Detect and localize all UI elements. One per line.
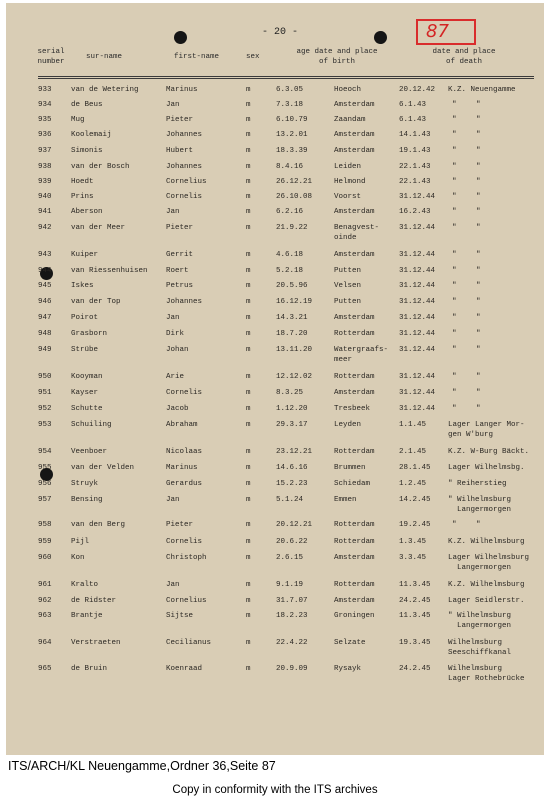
first-name-cell: Johannes xyxy=(166,131,203,139)
birth-date-cell: 20.12.21 xyxy=(276,521,313,529)
sex-cell: m xyxy=(246,330,251,338)
first-name-cell: Pieter xyxy=(166,116,194,124)
serial-cell: 937 xyxy=(38,147,52,155)
death-date-cell: 11.3.45 xyxy=(399,612,431,620)
death-date-cell: 19.3.45 xyxy=(399,639,431,647)
death-place-ditto-cell: " xyxy=(476,147,481,155)
birth-date-cell: 18.7.20 xyxy=(276,330,308,338)
serial-cell: 949 xyxy=(38,346,52,354)
birth-date-cell: 20.5.96 xyxy=(276,282,308,290)
page-number: - 20 - xyxy=(262,27,299,38)
serial-cell: 961 xyxy=(38,581,52,589)
sex-cell: m xyxy=(246,282,251,290)
birth-date-cell: 4.6.18 xyxy=(276,251,304,259)
header-rule xyxy=(38,78,534,79)
death-place-cell: " Wilhelmsburg Langermorgen xyxy=(448,496,512,514)
death-place-ditto-cell: " xyxy=(476,521,481,529)
surname-cell: van der Bosch xyxy=(71,163,130,171)
sex-cell: m xyxy=(246,178,251,186)
serial-cell: 957 xyxy=(38,496,52,504)
birth-place-cell: Leiden xyxy=(334,163,362,171)
serial-cell: 960 xyxy=(38,554,52,562)
sex-cell: m xyxy=(246,116,251,124)
header-first-name: first-name xyxy=(174,53,220,61)
birth-date-cell: 18.3.39 xyxy=(276,147,308,155)
death-date-cell: 24.2.45 xyxy=(399,597,431,605)
first-name-cell: Johan xyxy=(166,346,189,354)
birth-place-cell: Schiedam xyxy=(334,480,371,488)
sex-cell: m xyxy=(246,554,251,562)
header-sex: sex xyxy=(246,53,260,61)
sex-cell: m xyxy=(246,521,251,529)
death-place-ditto-cell: " xyxy=(476,131,481,139)
death-place-cell: Lager Wilhelmsburg Langermorgen xyxy=(448,554,530,572)
sex-cell: m xyxy=(246,131,251,139)
birth-date-cell: 5.1.24 xyxy=(276,496,304,504)
sex-cell: m xyxy=(246,496,251,504)
serial-cell: 952 xyxy=(38,405,52,413)
sex-cell: m xyxy=(246,101,251,109)
death-place-cell: Lager Seidlerstr. xyxy=(448,597,525,605)
death-place-cell: " xyxy=(452,116,457,124)
death-date-cell: 31.12.44 xyxy=(399,389,436,397)
sex-cell: m xyxy=(246,612,251,620)
first-name-cell: Pieter xyxy=(166,224,194,232)
serial-cell: 941 xyxy=(38,208,52,216)
surname-cell: van der Velden xyxy=(71,464,135,472)
death-place-cell: " xyxy=(452,147,457,155)
surname-cell: Bensing xyxy=(71,496,103,504)
death-place-cell: " xyxy=(452,208,457,216)
death-place-cell: " xyxy=(452,282,457,290)
death-date-cell: 14.1.43 xyxy=(399,131,431,139)
serial-cell: 947 xyxy=(38,314,52,322)
birth-date-cell: 1.12.20 xyxy=(276,405,308,413)
archive-stamp-number: 87 xyxy=(416,19,476,45)
first-name-cell: Nicolaas xyxy=(166,448,203,456)
death-place-ditto-cell: " xyxy=(476,116,481,124)
surname-cell: Pijl xyxy=(71,538,90,546)
birth-place-cell: Hoeoch xyxy=(334,86,362,94)
first-name-cell: Koenraad xyxy=(166,665,203,673)
death-date-cell: 19.1.43 xyxy=(399,147,431,155)
serial-cell: 951 xyxy=(38,389,52,397)
sex-cell: m xyxy=(246,346,251,354)
serial-cell: 945 xyxy=(38,282,52,290)
sex-cell: m xyxy=(246,405,251,413)
serial-cell: 958 xyxy=(38,521,52,529)
birth-place-cell: Brummen xyxy=(334,464,366,472)
birth-date-cell: 2.6.15 xyxy=(276,554,304,562)
first-name-cell: Marinus xyxy=(166,464,198,472)
birth-date-cell: 13.11.20 xyxy=(276,346,313,354)
first-name-cell: Cornelis xyxy=(166,389,203,397)
death-date-cell: 20.12.42 xyxy=(399,86,436,94)
birth-place-cell: Amsterdam xyxy=(334,554,375,562)
birth-date-cell: 26.10.08 xyxy=(276,193,313,201)
death-place-ditto-cell: " xyxy=(476,224,481,232)
sex-cell: m xyxy=(246,665,251,673)
sex-cell: m xyxy=(246,224,251,232)
death-place-ditto-cell: " xyxy=(476,178,481,186)
birth-place-cell: Rotterdam xyxy=(334,538,375,546)
serial-cell: 936 xyxy=(38,131,52,139)
header-serial: serial number xyxy=(37,48,65,66)
birth-place-cell: Rotterdam xyxy=(334,581,375,589)
death-place-cell: K.Z. Wilhelmsburg xyxy=(448,581,525,589)
death-place-cell: " xyxy=(452,330,457,338)
surname-cell: van den Berg xyxy=(71,521,126,529)
birth-place-cell: Velsen xyxy=(334,282,362,290)
first-name-cell: Johannes xyxy=(166,298,203,306)
surname-cell: Veenboer xyxy=(71,448,108,456)
death-date-cell: 19.2.45 xyxy=(399,521,431,529)
first-name-cell: Abraham xyxy=(166,421,198,429)
death-date-cell: 22.1.43 xyxy=(399,163,431,171)
serial-cell: 950 xyxy=(38,373,52,381)
archive-reference: ITS/ARCH/KL Neuengamme,Ordner 36,Seite 87 xyxy=(8,759,276,773)
first-name-cell: Jan xyxy=(166,101,180,109)
first-name-cell: Cornelis xyxy=(166,193,203,201)
death-date-cell: 31.12.44 xyxy=(399,282,436,290)
first-name-cell: Pieter xyxy=(166,521,194,529)
death-date-cell: 3.3.45 xyxy=(399,554,427,562)
death-place-cell: " xyxy=(452,298,457,306)
death-date-cell: 14.2.45 xyxy=(399,496,431,504)
birth-date-cell: 21.9.22 xyxy=(276,224,308,232)
sex-cell: m xyxy=(246,163,251,171)
birth-place-cell: Rotterdam xyxy=(334,521,375,529)
death-place-ditto-cell: " xyxy=(476,251,481,259)
surname-cell: Schuiling xyxy=(71,421,112,429)
surname-cell: van de Wetering xyxy=(71,86,139,94)
serial-cell: 959 xyxy=(38,538,52,546)
death-date-cell: 16.2.43 xyxy=(399,208,431,216)
death-place-cell: Lager Wilhelmsbg. xyxy=(448,464,525,472)
death-date-cell: 2.1.45 xyxy=(399,448,427,456)
surname-cell: Aberson xyxy=(71,208,103,216)
surname-cell: Struyk xyxy=(71,480,99,488)
surname-cell: Mug xyxy=(71,116,85,124)
sex-cell: m xyxy=(246,208,251,216)
birth-place-cell: Amsterdam xyxy=(334,208,375,216)
birth-date-cell: 9.1.19 xyxy=(276,581,304,589)
birth-date-cell: 7.3.18 xyxy=(276,101,304,109)
birth-place-cell: Tresbeek xyxy=(334,405,371,413)
death-place-ditto-cell: " xyxy=(476,330,481,338)
surname-cell: Kuiper xyxy=(71,251,99,259)
header-death: date and place of death xyxy=(432,48,496,66)
birth-place-cell: Groningen xyxy=(334,612,375,620)
birth-place-cell: Amsterdam xyxy=(334,101,375,109)
death-date-cell: 24.2.45 xyxy=(399,665,431,673)
sex-cell: m xyxy=(246,421,251,429)
birth-place-cell: Amsterdam xyxy=(334,389,375,397)
death-date-cell: 31.12.44 xyxy=(399,224,436,232)
document-page xyxy=(6,3,544,755)
birth-date-cell: 14.3.21 xyxy=(276,314,308,322)
first-name-cell: Jan xyxy=(166,581,180,589)
sex-cell: m xyxy=(246,448,251,456)
death-place-cell: K.Z. Wilhelmsburg xyxy=(448,538,525,546)
birth-place-cell: Amsterdam xyxy=(334,314,375,322)
surname-cell: Kralto xyxy=(71,581,99,589)
punch-hole xyxy=(374,31,387,44)
conformity-note: Copy in conformity with the ITS archives xyxy=(172,784,378,796)
death-date-cell: 31.12.44 xyxy=(399,330,436,338)
sex-cell: m xyxy=(246,298,251,306)
serial-cell: 962 xyxy=(38,597,52,605)
birth-place-cell: Amsterdam xyxy=(334,251,375,259)
surname-cell: van Riessenhuisen xyxy=(71,267,148,275)
birth-place-cell: Rysayk xyxy=(334,665,362,673)
serial-cell: 953 xyxy=(38,421,52,429)
death-place-cell: " xyxy=(452,346,457,354)
serial-cell: 954 xyxy=(38,448,52,456)
header-birth: age date and place of birth xyxy=(296,48,378,66)
death-date-cell: 6.1.43 xyxy=(399,116,427,124)
death-place-ditto-cell: " xyxy=(476,163,481,171)
death-place-cell: " xyxy=(452,224,457,232)
birth-place-cell: Watergraafs- meer xyxy=(334,346,389,364)
death-place-cell: K.Z. Neuengamme xyxy=(448,86,516,94)
death-place-cell: " xyxy=(452,101,457,109)
death-place-cell: " xyxy=(452,267,457,275)
surname-cell: Grasborn xyxy=(71,330,108,338)
header-surname: sur-name xyxy=(86,53,123,61)
birth-date-cell: 13.2.01 xyxy=(276,131,308,139)
death-place-cell: " xyxy=(452,193,457,201)
death-date-cell: 6.1.43 xyxy=(399,101,427,109)
death-place-cell: " Wilhelmsburg Langermorgen xyxy=(448,612,512,630)
birth-place-cell: Rotterdam xyxy=(334,373,375,381)
death-place-cell: " Reiherstieg xyxy=(448,480,507,488)
surname-cell: Kon xyxy=(71,554,85,562)
surname-cell: Hoedt xyxy=(71,178,94,186)
death-place-cell: " xyxy=(452,178,457,186)
first-name-cell: Petrus xyxy=(166,282,194,290)
birth-place-cell: Amsterdam xyxy=(334,147,375,155)
surname-cell: de Ridster xyxy=(71,597,117,605)
first-name-cell: Christoph xyxy=(166,554,207,562)
first-name-cell: Johannes xyxy=(166,163,203,171)
birth-place-cell: Emmen xyxy=(334,496,357,504)
first-name-cell: Sijtse xyxy=(166,612,194,620)
birth-date-cell: 20.9.09 xyxy=(276,665,308,673)
death-date-cell: 31.12.44 xyxy=(399,193,436,201)
serial-cell: 935 xyxy=(38,116,52,124)
death-date-cell: 28.1.45 xyxy=(399,464,431,472)
punch-hole xyxy=(174,31,187,44)
birth-date-cell: 8.3.25 xyxy=(276,389,304,397)
death-date-cell: 22.1.43 xyxy=(399,178,431,186)
surname-cell: Verstraeten xyxy=(71,639,121,647)
surname-cell: Strübe xyxy=(71,346,99,354)
sex-cell: m xyxy=(246,597,251,605)
sex-cell: m xyxy=(246,538,251,546)
sex-cell: m xyxy=(246,193,251,201)
death-date-cell: 31.12.44 xyxy=(399,346,436,354)
sex-cell: m xyxy=(246,267,251,275)
birth-place-cell: Rotterdam xyxy=(334,330,375,338)
first-name-cell: Roert xyxy=(166,267,189,275)
death-place-cell: " xyxy=(452,251,457,259)
death-place-cell: Wilhelmsburg Lager Rothebrücke xyxy=(448,665,525,683)
serial-cell: 938 xyxy=(38,163,52,171)
birth-date-cell: 22.4.22 xyxy=(276,639,308,647)
death-date-cell: 31.12.44 xyxy=(399,373,436,381)
serial-cell: 933 xyxy=(38,86,52,94)
surname-cell: van der Top xyxy=(71,298,121,306)
serial-cell: 965 xyxy=(38,665,52,673)
death-place-cell: " xyxy=(452,314,457,322)
birth-date-cell: 12.12.02 xyxy=(276,373,313,381)
birth-date-cell: 18.2.23 xyxy=(276,612,308,620)
serial-cell: 939 xyxy=(38,178,52,186)
surname-cell: van der Meer xyxy=(71,224,126,232)
surname-cell: de Beus xyxy=(71,101,103,109)
death-place-ditto-cell: " xyxy=(476,405,481,413)
sex-cell: m xyxy=(246,464,251,472)
surname-cell: de Bruin xyxy=(71,665,108,673)
serial-cell: 946 xyxy=(38,298,52,306)
first-name-cell: Jacob xyxy=(166,405,189,413)
death-place-cell: " xyxy=(452,131,457,139)
sex-cell: m xyxy=(246,373,251,381)
sex-cell: m xyxy=(246,581,251,589)
birth-date-cell: 31.7.07 xyxy=(276,597,308,605)
death-date-cell: 1.3.45 xyxy=(399,538,427,546)
birth-place-cell: Putten xyxy=(334,267,362,275)
death-place-ditto-cell: " xyxy=(476,193,481,201)
serial-cell: 934 xyxy=(38,101,52,109)
header-rule xyxy=(38,76,534,77)
birth-date-cell: 8.4.16 xyxy=(276,163,304,171)
birth-date-cell: 29.3.17 xyxy=(276,421,308,429)
death-place-cell: K.Z. W-Burg Bäckt. xyxy=(448,448,530,456)
death-place-ditto-cell: " xyxy=(476,314,481,322)
serial-cell: 942 xyxy=(38,224,52,232)
first-name-cell: Jan xyxy=(166,208,180,216)
birth-place-cell: Leyden xyxy=(334,421,362,429)
death-place-cell: " xyxy=(452,163,457,171)
serial-cell: 963 xyxy=(38,612,52,620)
birth-place-cell: Zaandam xyxy=(334,116,366,124)
sex-cell: m xyxy=(246,480,251,488)
sex-cell: m xyxy=(246,314,251,322)
death-place-cell: " xyxy=(452,389,457,397)
death-place-ditto-cell: " xyxy=(476,208,481,216)
sex-cell: m xyxy=(246,389,251,397)
birth-date-cell: 23.12.21 xyxy=(276,448,313,456)
death-place-cell: " xyxy=(452,373,457,381)
birth-place-cell: Amsterdam xyxy=(334,131,375,139)
first-name-cell: Hubert xyxy=(166,147,194,155)
surname-cell: Schutte xyxy=(71,405,103,413)
death-place-cell: Wilhelmsburg Seeschiffkanal xyxy=(448,639,512,657)
surname-cell: Kooyman xyxy=(71,373,103,381)
death-date-cell: 1.1.45 xyxy=(399,421,427,429)
surname-cell: Iskes xyxy=(71,282,94,290)
death-place-cell: Lager Langer Mor- gen W'burg xyxy=(448,421,525,439)
birth-date-cell: 14.6.16 xyxy=(276,464,308,472)
first-name-cell: Gerardus xyxy=(166,480,203,488)
first-name-cell: Cornelis xyxy=(166,538,203,546)
serial-cell: 944 xyxy=(38,267,52,275)
first-name-cell: Jan xyxy=(166,496,180,504)
death-place-ditto-cell: " xyxy=(476,389,481,397)
birth-place-cell: Putten xyxy=(334,298,362,306)
birth-place-cell: Rotterdam xyxy=(334,448,375,456)
first-name-cell: Gerrit xyxy=(166,251,194,259)
serial-cell: 943 xyxy=(38,251,52,259)
sex-cell: m xyxy=(246,639,251,647)
first-name-cell: Cornelius xyxy=(166,178,207,186)
birth-date-cell: 5.2.18 xyxy=(276,267,304,275)
surname-cell: Poirot xyxy=(71,314,99,322)
death-date-cell: 1.2.45 xyxy=(399,480,427,488)
surname-cell: Prins xyxy=(71,193,94,201)
first-name-cell: Arie xyxy=(166,373,185,381)
first-name-cell: Cornelius xyxy=(166,597,207,605)
death-place-ditto-cell: " xyxy=(476,373,481,381)
death-place-ditto-cell: " xyxy=(476,282,481,290)
death-place-ditto-cell: " xyxy=(476,267,481,275)
death-date-cell: 31.12.44 xyxy=(399,298,436,306)
surname-cell: Koolemaij xyxy=(71,131,112,139)
death-place-cell: " xyxy=(452,405,457,413)
birth-date-cell: 26.12.21 xyxy=(276,178,313,186)
first-name-cell: Dirk xyxy=(166,330,185,338)
death-date-cell: 31.12.44 xyxy=(399,405,436,413)
surname-cell: Brantje xyxy=(71,612,103,620)
serial-cell: 956 xyxy=(38,480,52,488)
death-place-ditto-cell: " xyxy=(476,298,481,306)
birth-place-cell: Benagvest- oinde xyxy=(334,224,380,242)
serial-cell: 948 xyxy=(38,330,52,338)
surname-cell: Simonis xyxy=(71,147,103,155)
sex-cell: m xyxy=(246,147,251,155)
death-date-cell: 31.12.44 xyxy=(399,314,436,322)
birth-place-cell: Amsterdam xyxy=(334,597,375,605)
birth-date-cell: 6.10.79 xyxy=(276,116,308,124)
birth-date-cell: 15.2.23 xyxy=(276,480,308,488)
death-date-cell: 31.12.44 xyxy=(399,267,436,275)
surname-cell: Kayser xyxy=(71,389,99,397)
birth-place-cell: Helmond xyxy=(334,178,366,186)
death-place-cell: " xyxy=(452,521,457,529)
birth-place-cell: Voorst xyxy=(334,193,362,201)
serial-cell: 940 xyxy=(38,193,52,201)
sex-cell: m xyxy=(246,251,251,259)
serial-cell: 955 xyxy=(38,464,52,472)
first-name-cell: Jan xyxy=(166,314,180,322)
death-place-ditto-cell: " xyxy=(476,346,481,354)
birth-place-cell: Selzate xyxy=(334,639,366,647)
death-date-cell: 31.12.44 xyxy=(399,251,436,259)
serial-cell: 964 xyxy=(38,639,52,647)
birth-date-cell: 6.2.16 xyxy=(276,208,304,216)
birth-date-cell: 16.12.19 xyxy=(276,298,313,306)
first-name-cell: Marinus xyxy=(166,86,198,94)
death-place-ditto-cell: " xyxy=(476,101,481,109)
death-date-cell: 11.3.45 xyxy=(399,581,431,589)
birth-date-cell: 20.6.22 xyxy=(276,538,308,546)
birth-date-cell: 6.3.05 xyxy=(276,86,304,94)
sex-cell: m xyxy=(246,86,251,94)
first-name-cell: Cecilianus xyxy=(166,639,212,647)
